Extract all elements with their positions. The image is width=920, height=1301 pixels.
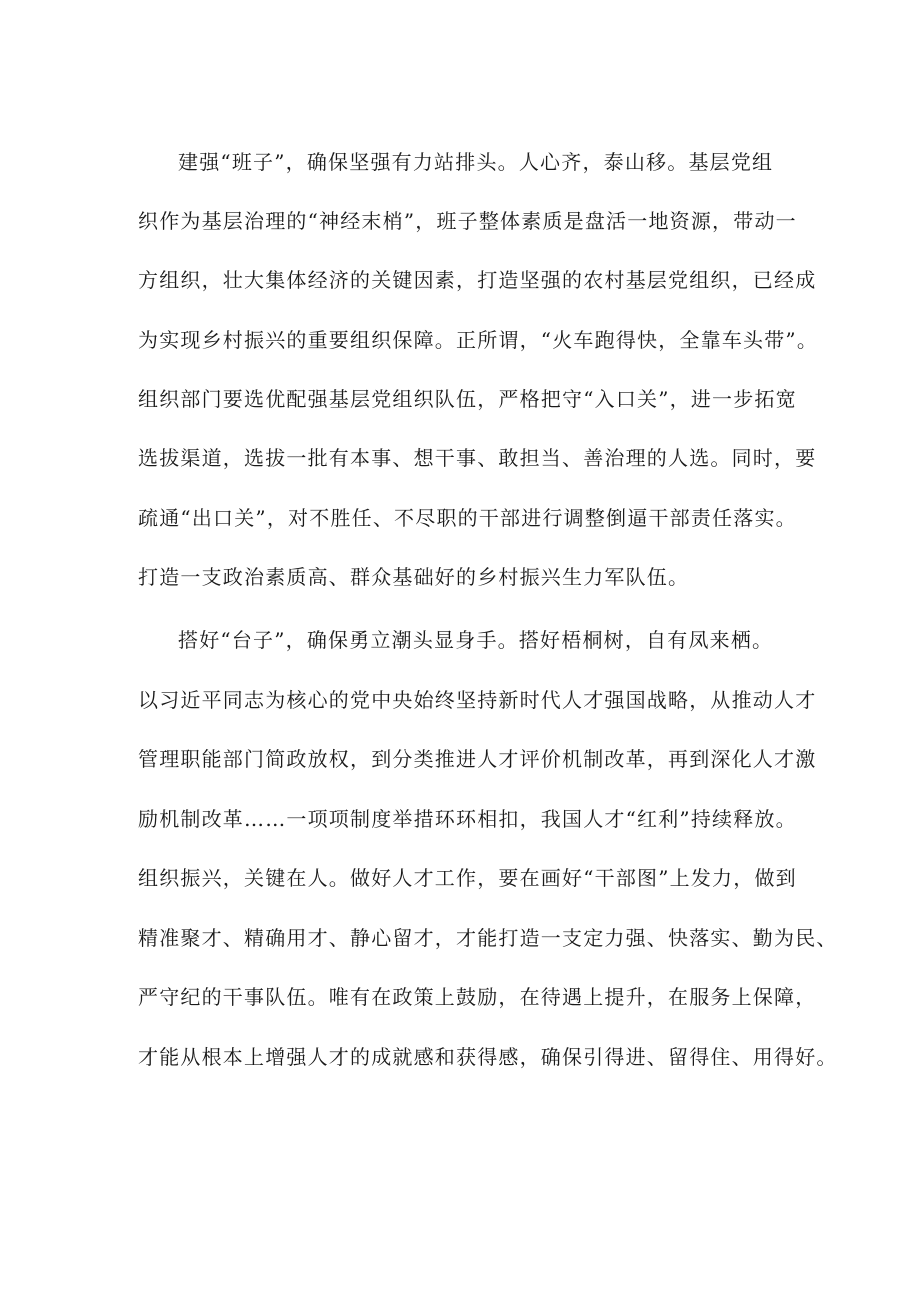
paragraph-2-line-6: 精准聚才、精确用才、静心留才，才能打造一支定力强、快落实、勤为民、	[138, 926, 838, 950]
paragraph-1-line-6: 选拔渠道，选拔一批有本事、想干事、敢担当、善治理的人选。同时，要	[138, 446, 817, 470]
paragraph-2-line-8: 才能从根本上增强人才的成就感和获得感，确保引得进、留得住、用得好。	[138, 1045, 838, 1069]
paragraph-1-line-5: 组织部门要选优配强基层党组织队伍，严格把守“入口关”，进一步拓宽	[138, 387, 797, 411]
paragraph-2-line-4: 励机制改革……一项项制度举措环环相扣，我国人才“红利”持续释放。	[138, 807, 797, 831]
paragraph-2-line-3: 管理职能部门简政放权，到分类推进人才评价机制改革，再到深化人才激	[138, 747, 817, 771]
paragraph-1-line-1: 建强“班子”，确保坚强有力站排头。人心齐，泰山移。基层党组	[178, 150, 774, 174]
paragraph-1-line-7: 疏通“出口关”，对不胜任、不尽职的干部进行调整倒逼干部责任落实。	[138, 506, 797, 530]
paragraph-1-line-2: 织作为基层治理的“神经末梢”，班子整体素质是盘活一地资源，带动一	[138, 209, 797, 233]
paragraph-1-line-8: 打造一支政治素质高、群众基础好的乡村振兴生力军队伍。	[138, 565, 690, 589]
paragraph-1-line-3: 方组织，壮大集体经济的关键因素，打造坚强的农村基层党组织，已经成	[138, 268, 817, 292]
paragraph-2-line-5: 组织振兴，关键在人。做好人才工作，要在画好“干部图”上发力，做到	[138, 866, 797, 890]
paragraph-1-line-4: 为实现乡村振兴的重要组织保障。正所谓，“火车跑得快，全靠车头带”。	[138, 328, 819, 352]
paragraph-2-line-2: 以习近平同志为核心的党中央始终坚持新时代人才强国战略，从推动人才	[138, 688, 817, 712]
paragraph-2-line-7: 严守纪的干事队伍。唯有在政策上鼓励，在待遇上提升，在服务上保障，	[138, 985, 817, 1009]
paragraph-2-line-1: 搭好“台子”，确保勇立潮头显身手。搭好梧桐树，自有凤来栖。	[178, 628, 774, 652]
